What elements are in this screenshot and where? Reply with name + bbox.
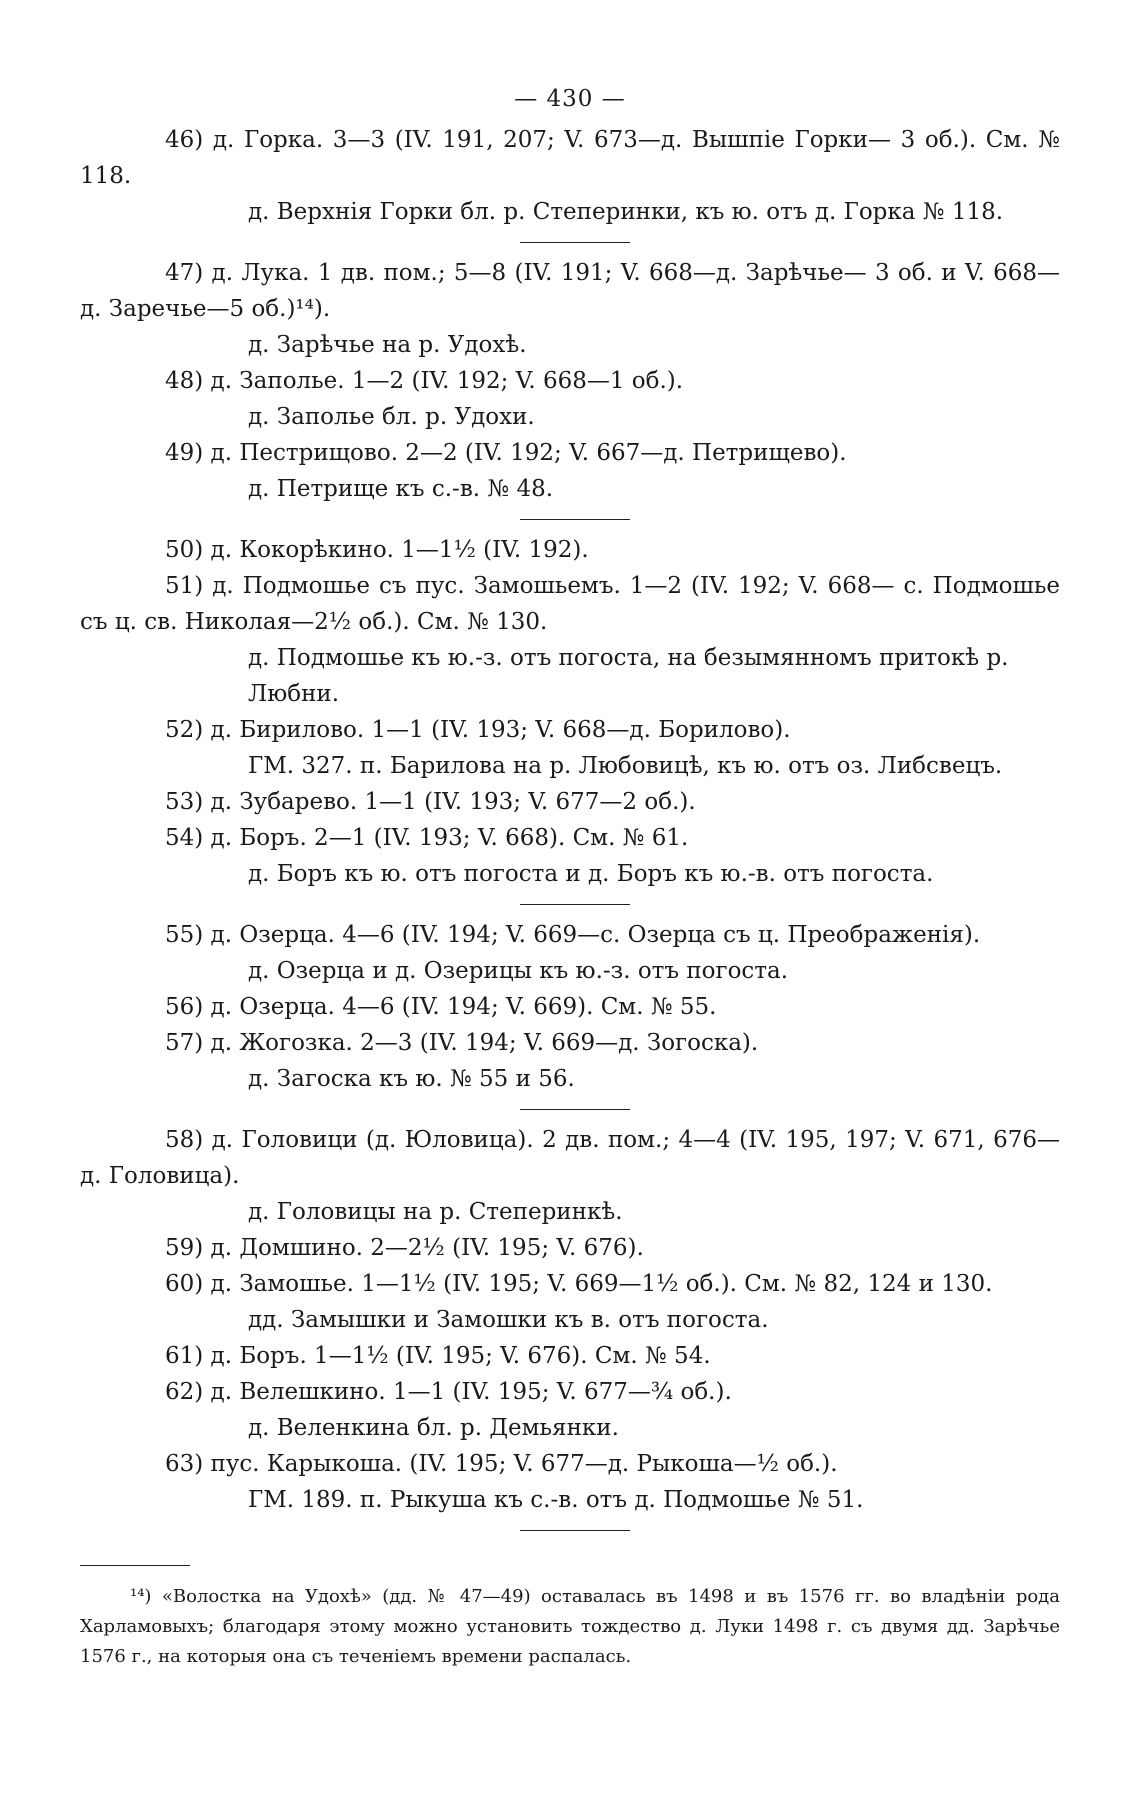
entry-note: ГМ. 327. п. Барилова на р. Любовицѣ, къ ю. отъ оз. Либсвецъ. <box>248 753 1003 779</box>
entry-51 <box>80 568 1060 712</box>
entry-text: 50) д. Кокорѣкино. 1—1½ (IV. 192). <box>165 537 589 563</box>
entry-text: 57) д. Жогозка. 2—3 (IV. 194; V. 669—д. Зогоска). <box>165 1030 759 1056</box>
page-number: — 430 — <box>514 86 626 112</box>
section-divider <box>520 519 630 520</box>
entry-61 <box>80 1338 1060 1374</box>
page-body <box>80 86 1060 1672</box>
section-divider <box>520 1109 630 1110</box>
entry-text: 52) д. Бирилово. 1—1 (IV. 193; V. 668—д. Борилово). <box>165 717 791 743</box>
entry-note: д. Загоска къ ю. № 55 и 56. <box>248 1066 575 1092</box>
entry-58 <box>80 1122 1060 1230</box>
entry-56 <box>80 989 1060 1025</box>
section-divider <box>520 904 630 905</box>
entry-60 <box>80 1266 1060 1338</box>
entry-52 <box>80 712 1060 784</box>
entry-text: 60) д. Замошье. 1—1½ (IV. 195; V. 669—1½ об.). См. № 82, 124 и 130. <box>165 1271 993 1297</box>
entry-text: 61) д. Боръ. 1—1½ (IV. 195; V. 676). См. № 54. <box>165 1343 711 1369</box>
entry-note: ГМ. 189. п. Рыкуша къ с.-в. отъ д. Подмошье № 51. <box>248 1487 864 1513</box>
entry-text: 55) д. Озерца. 4—6 (IV. 194; V. 669—с. Озерца съ ц. Преображенія). <box>165 922 981 948</box>
entry-text: 51) д. Подмошье съ пус. Замошьемъ. 1—2 (IV. 192; V. 668— с. Подмошье съ ц. св. Николая—2½ об.). См. № 130. <box>80 573 1060 635</box>
entry-text: 49) д. Пестрищово. 2—2 (IV. 192; V. 667—д. Петрищево). <box>165 440 847 466</box>
entry-text: 62) д. Велешкино. 1—1 (IV. 195; V. 677—¾ об.). <box>165 1379 732 1405</box>
entry-55 <box>80 917 1060 989</box>
section-divider <box>520 242 630 243</box>
entry-49 <box>80 435 1060 507</box>
entry-note: д. Заполье бл. р. Удохи. <box>248 404 535 430</box>
entry-59 <box>80 1230 1060 1266</box>
footnote-rule <box>80 1565 190 1566</box>
entry-note: д. Боръ къ ю. отъ погоста и д. Боръ къ ю.-в. отъ погоста. <box>248 861 934 887</box>
entry-note: д. Верхнія Горки бл. р. Степеринки, къ ю. отъ д. Горка № 118. <box>248 199 1004 225</box>
entry-53 <box>80 784 1060 820</box>
footnote: ¹⁴) «Волостка на Удохѣ» (дд. № 47—49) оставалась въ 1498 и въ 1576 гг. во владѣніи рода Харламовыхъ; благодаря этому можно установить тождество д. Луки 1498 г. съ двумя дд. Зарѣчье 1576 г., на которыя она съ теченіемъ времени распалась. <box>80 1586 1060 1667</box>
entry-note: д. Озерца и д. Озерицы къ ю.-з. отъ погоста. <box>248 958 789 984</box>
entry-62 <box>80 1374 1060 1446</box>
entry-note: д. Подмошье къ ю.-з. отъ погоста, на безымянномъ притокѣ р. Любни. <box>248 645 1009 707</box>
entry-text: 58) д. Головици (д. Юловица). 2 дв. пом.; 4—4 (IV. 195, 197; V. 671, 676—д. Головица). <box>80 1127 1060 1189</box>
entry-text: 56) д. Озерца. 4—6 (IV. 194; V. 669). См. № 55. <box>165 994 717 1020</box>
entry-note: д. Зарѣчье на р. Удохѣ. <box>248 332 527 358</box>
entry-text: 53) д. Зубарево. 1—1 (IV. 193; V. 677—2 об.). <box>165 789 696 815</box>
entry-text: 48) д. Заполье. 1—2 (IV. 192; V. 668—1 об.). <box>165 368 684 394</box>
entry-text: 63) пус. Карыкоша. (IV. 195; V. 677—д. Рыкоша—½ об.). <box>165 1451 838 1477</box>
entry-text: 47) д. Лука. 1 дв. пом.; 5—8 (IV. 191; V. 668—д. Зарѣчье— 3 об. и V. 668—д. Заречье—5 об.)¹⁴). <box>80 260 1060 322</box>
entry-text: 54) д. Боръ. 2—1 (IV. 193; V. 668). См. № 61. <box>165 825 689 851</box>
entry-57 <box>80 1025 1060 1097</box>
entry-48 <box>80 363 1060 435</box>
entry-63 <box>80 1446 1060 1518</box>
entry-50 <box>80 532 1060 568</box>
entry-note: д. Петрище къ с.-в. № 48. <box>248 476 554 502</box>
entry-47 <box>80 255 1060 363</box>
entry-text: 46) д. Горка. 3—3 (IV. 191, 207; V. 673—д. Вышпіе Горки— 3 об.). См. № 118. <box>80 127 1060 189</box>
entry-46 <box>80 122 1060 230</box>
entry-54 <box>80 820 1060 892</box>
entry-note: д. Головицы на р. Степеринкѣ. <box>248 1199 623 1225</box>
section-divider <box>520 1530 630 1531</box>
entry-note: д. Веленкина бл. р. Демьянки. <box>248 1415 619 1441</box>
entry-text: 59) д. Домшино. 2—2½ (IV. 195; V. 676). <box>165 1235 644 1261</box>
entry-note: дд. Замышки и Замошки къ в. отъ погоста. <box>248 1307 769 1333</box>
